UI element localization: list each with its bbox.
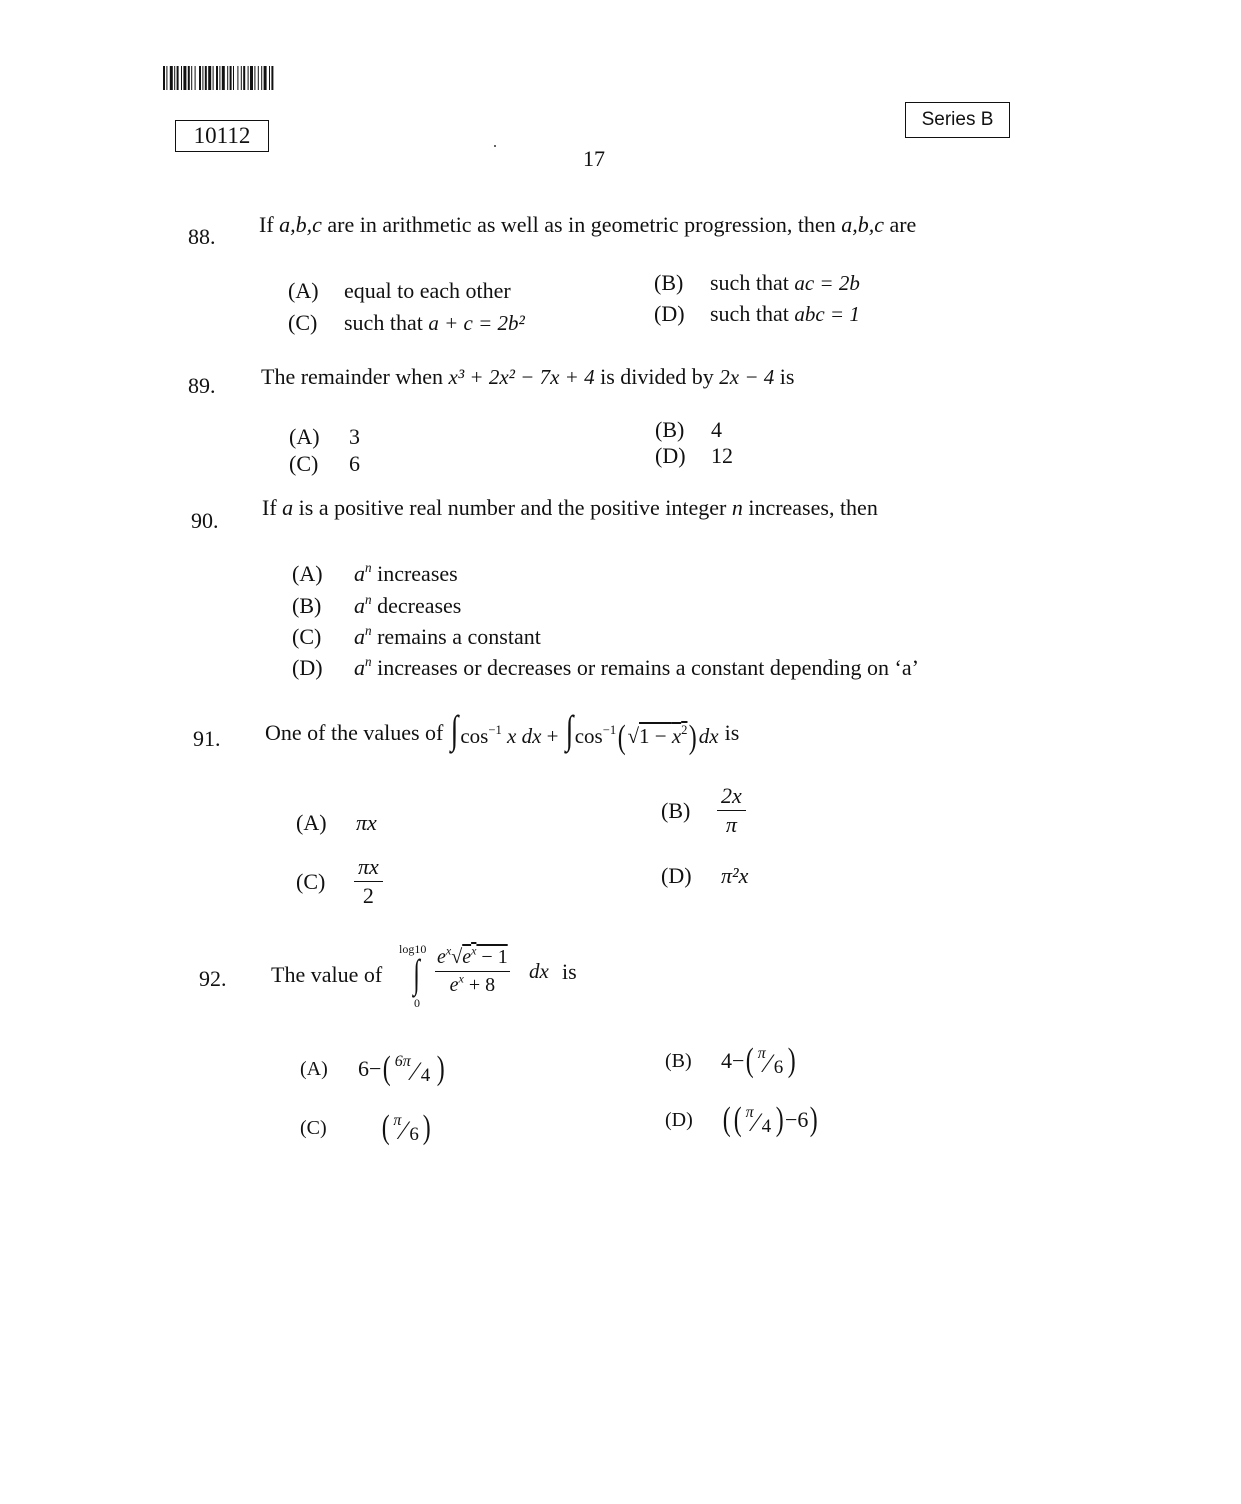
- definite-integral: log10 ∫ 0 $e^x√e^x - 1$ $e^x + 8$ dx: [399, 942, 549, 1010]
- option-c: (C) ( π ⁄ 6 ): [300, 1109, 431, 1146]
- option-a: (A) 3: [289, 424, 360, 449]
- option-b: (B) $a^n$ decreases: [292, 591, 462, 618]
- question-number: 88.: [188, 224, 216, 249]
- question-number: 90.: [191, 508, 219, 533]
- speck: [494, 145, 496, 147]
- question-90-text: If a is a positive real number and the positive integer n increases, then: [262, 495, 878, 520]
- option-b: (B) 4: [655, 417, 722, 442]
- series-label-box: Series B: [905, 102, 1010, 138]
- option-b: (B) 4− ( π ⁄ 6 ): [665, 1042, 796, 1079]
- barcode: [163, 66, 341, 90]
- integral-expression: $\int\cos^{-1}$ x dx + $\int\cos^{-1}(√1 - x^2)dx$: [451, 707, 719, 757]
- option-b: (B) such that ac = 2b: [654, 270, 860, 295]
- option-c: (C) $\frac{\pi x}{2}$: [296, 855, 383, 908]
- question-92-suffix: is: [562, 959, 577, 984]
- question-89-text: The remainder when x³ + 2x² − 7x + 4 is divided by 2x − 4 is: [261, 364, 795, 389]
- option-d: (D) π²x: [661, 863, 749, 888]
- option-c: (C) 6: [289, 451, 360, 476]
- question-number: 89.: [188, 373, 216, 398]
- option-d: (D) such that abc = 1: [654, 301, 860, 326]
- option-a: (A) $a^n$ increases: [292, 559, 458, 586]
- option-d: (D) ( ( π ⁄ 4 ) −6 ): [665, 1101, 819, 1138]
- question-92-prefix: The value of: [271, 962, 383, 987]
- option-c: (C) $a^n$ remains a constant: [292, 622, 541, 649]
- option-a: (A) equal to each other: [288, 278, 511, 303]
- option-d: (D) 12: [655, 443, 733, 468]
- option-d: (D) $a^n$ increases or decreases or remains a constant depending on ‘a’: [292, 653, 919, 680]
- option-a: (A) πx: [296, 810, 377, 835]
- option-c: (C) such that a + c = 2b²: [288, 310, 525, 335]
- question-91-text: One of the values of $\int\cos^{-1}$ x dx + $\int\cos^{-1}(√1 - x^2)dx$ is: [265, 707, 740, 757]
- page-number: 17: [583, 146, 605, 171]
- question-88-text: If a,b,c are in arithmetic as well as in geometric progression, then a,b,c are: [259, 212, 917, 237]
- option-a: (A) 6− ( 6π ⁄ 4 ): [300, 1050, 445, 1087]
- paper-code-box: 10112: [175, 120, 269, 152]
- question-number: 92.: [199, 966, 227, 991]
- question-number: 91.: [193, 726, 221, 751]
- option-b: (B) $\frac{2x}{\pi}$: [661, 784, 746, 837]
